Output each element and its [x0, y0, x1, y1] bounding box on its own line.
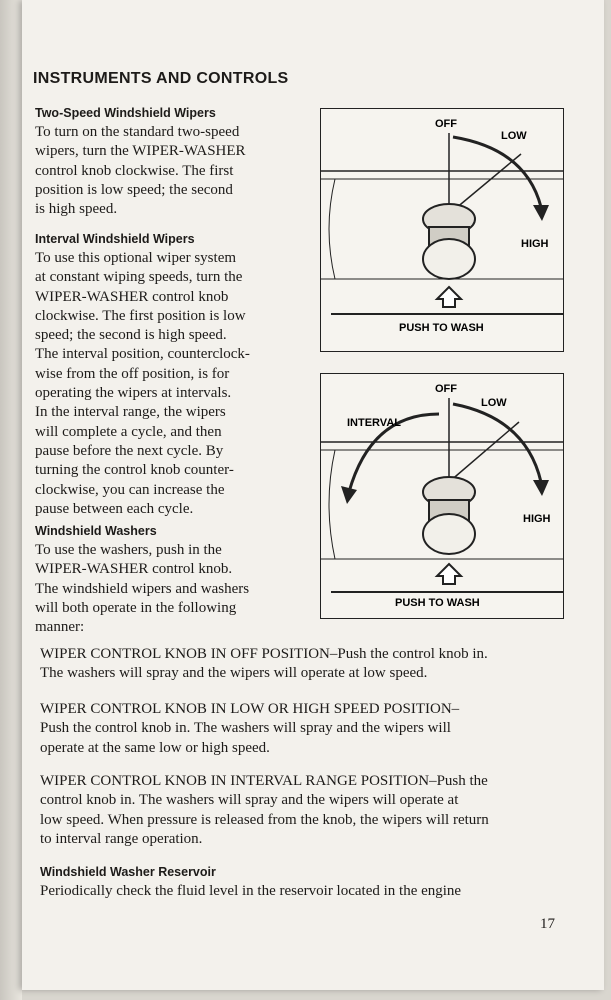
interval-line: In the interval range, the wipers: [35, 404, 226, 421]
reservoir-title: Windshield Washer Reservoir: [40, 865, 216, 879]
interval-line: The interval position, counterclock-: [35, 346, 250, 363]
reservoir-line: Periodically check the fluid level in the reservoir located in the engine: [40, 883, 462, 900]
interval-line: WIPER-WASHER control knob: [35, 288, 229, 305]
two-speed-line: position is low speed; the second: [35, 181, 233, 198]
two-speed-line: wipers, turn the WIPER-WASHER: [35, 143, 246, 160]
interval-label: INTERVAL: [347, 417, 401, 429]
interval-line: at constant wiping speeds, turn the: [35, 269, 243, 286]
interval-section: [35, 232, 300, 519]
off-position-paragraph: [40, 645, 560, 684]
paragraph-line: to interval range operation.: [40, 830, 203, 847]
paragraph-line: The washers will spray and the wipers will operate at low speed.: [40, 665, 428, 682]
paragraph-line: Push the control knob in. The washers will spray and the wipers will: [40, 720, 451, 737]
low-high-paragraph: [40, 700, 560, 758]
interval-line: turning the control knob counter-: [35, 462, 234, 479]
high-label: HIGH: [521, 238, 549, 250]
page-heading: INSTRUMENTS AND CONTROLS: [33, 70, 289, 87]
off-label: OFF: [435, 383, 457, 395]
paragraph-line: WIPER CONTROL KNOB IN OFF POSITION–Push the control knob in.: [40, 646, 488, 662]
interval-line: speed; the second is high speed.: [35, 327, 227, 344]
two-speed-knob-diagram: [320, 108, 564, 352]
paragraph-line: control knob in. The washers will spray and the wipers will operate at: [40, 792, 459, 809]
interval-line: clockwise. The first position is low: [35, 307, 246, 324]
book-spine: [0, 0, 22, 1000]
washers-line: To use the washers, push in the: [35, 542, 222, 558]
low-label: LOW: [501, 130, 527, 142]
interval-knob-diagram: [320, 373, 564, 619]
two-speed-line: is high speed.: [35, 201, 118, 218]
interval-line: wise from the off position, is for: [35, 365, 230, 382]
interval-line: pause between each cycle.: [35, 500, 194, 517]
two-speed-section: [35, 106, 300, 219]
push-to-wash-label: PUSH TO WASH: [395, 597, 480, 609]
high-label: HIGH: [523, 513, 551, 525]
interval-line: To use this optional wiper system: [35, 250, 237, 266]
interval-line: operating the wipers at intervals.: [35, 385, 232, 402]
page-number: 17: [540, 916, 555, 932]
two-speed-line: To turn on the standard two-speed: [35, 124, 240, 140]
push-to-wash-label: PUSH TO WASH: [399, 322, 484, 334]
interval-line: will complete a cycle, and then: [35, 423, 222, 440]
washers-line: The windshield wipers and washers: [35, 580, 250, 597]
paragraph-line: WIPER CONTROL KNOB IN LOW OR HIGH SPEED POSITION–: [40, 701, 460, 717]
paragraph-line: operate at the same low or high speed.: [40, 739, 270, 756]
two-speed-line: control knob clockwise. The first: [35, 162, 234, 179]
washers-line: will both operate in the following: [35, 599, 237, 616]
washers-title: Windshield Washers: [35, 524, 157, 538]
washers-line: manner:: [35, 619, 85, 636]
low-label: LOW: [481, 397, 507, 409]
two-speed-title: Two-Speed Windshield Wipers: [35, 106, 216, 120]
reservoir-section: [40, 863, 560, 902]
interval-title: Interval Windshield Wipers: [35, 232, 195, 246]
interval-line: clockwise, you can increase the: [35, 481, 225, 498]
interval-range-paragraph: [40, 772, 560, 849]
washers-section: [35, 524, 300, 637]
interval-line: pause before the next cycle. By: [35, 442, 224, 459]
off-label: OFF: [435, 118, 457, 130]
washers-line: WIPER-WASHER control knob.: [35, 561, 233, 578]
paragraph-line: WIPER CONTROL KNOB IN INTERVAL RANGE POSITION–Push the: [40, 773, 488, 789]
paragraph-line: low speed. When pressure is released from the knob, the wipers will return: [40, 811, 489, 828]
